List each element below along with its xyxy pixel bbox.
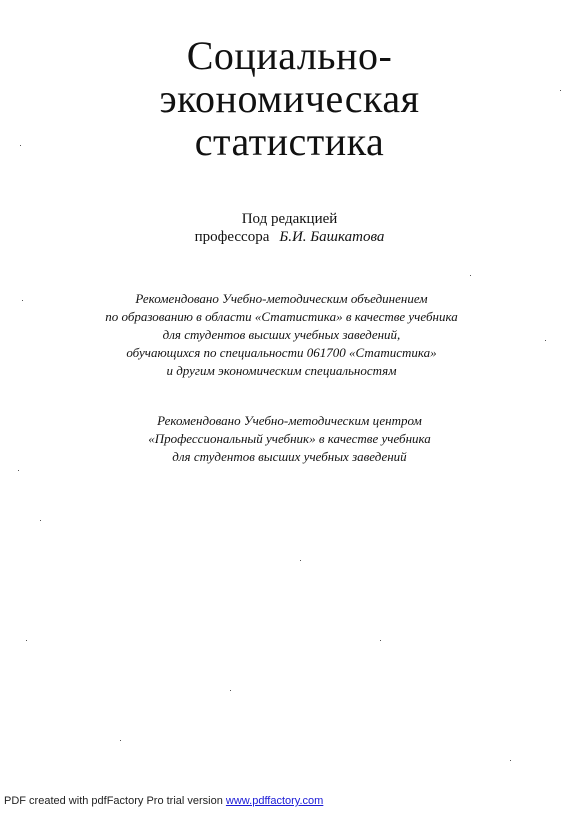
scan-speck: [380, 640, 381, 641]
book-title-line-2: экономическая: [159, 76, 420, 121]
recommendation-center-line-3: для студентов высших учебных заведений: [172, 449, 407, 464]
scan-speck: [300, 560, 301, 561]
recommendation-umo-line-5: и другим экономическим специальностям: [166, 363, 397, 378]
scan-speck: [40, 520, 41, 521]
pdffactory-link[interactable]: www.pdffactory.com: [225, 795, 324, 807]
recommendation-umo-line-4: обучающихся по специальности 061700 «Статистика»: [126, 345, 437, 360]
scan-speck: [470, 275, 471, 276]
recommendation-umo: [0, 290, 571, 380]
pdf-footer: [4, 795, 323, 807]
recommendation-umo-line-1: Рекомендовано Учебно-методическим объединением: [135, 291, 428, 306]
book-title: [0, 34, 579, 163]
recommendation-center-line-2: «Профессиональный учебник» в качестве учебника: [148, 431, 431, 446]
editor-credit: [0, 210, 579, 246]
editor-label: Под редакцией: [241, 211, 338, 227]
scan-speck: [20, 145, 21, 146]
book-title-line-1: Социально-: [186, 33, 393, 78]
scan-speck: [22, 300, 23, 301]
recommendation-umo-line-3: для студентов высших учебных заведений,: [162, 327, 401, 342]
recommendation-center-line-1: Рекомендовано Учебно-методическим центром: [157, 413, 422, 428]
editor-name-line: [0, 228, 579, 246]
scan-speck: [545, 340, 546, 341]
scan-speck: [510, 760, 511, 761]
recommendation-umo-line-2: по образованию в области «Статистика» в качестве учебника: [105, 309, 458, 324]
scan-speck: [560, 90, 561, 91]
pdf-footer-text: PDF created with pdfFactory Pro trial version: [4, 795, 226, 807]
scan-speck: [18, 470, 19, 471]
scan-speck: [120, 740, 121, 741]
recommendation-center: [0, 412, 579, 466]
book-title-line-3: статистика: [194, 119, 385, 164]
editor-name: Б.И. Башкатова: [279, 229, 385, 245]
scan-speck: [26, 640, 27, 641]
editor-title: профессора: [194, 229, 270, 245]
scan-speck: [230, 690, 231, 691]
